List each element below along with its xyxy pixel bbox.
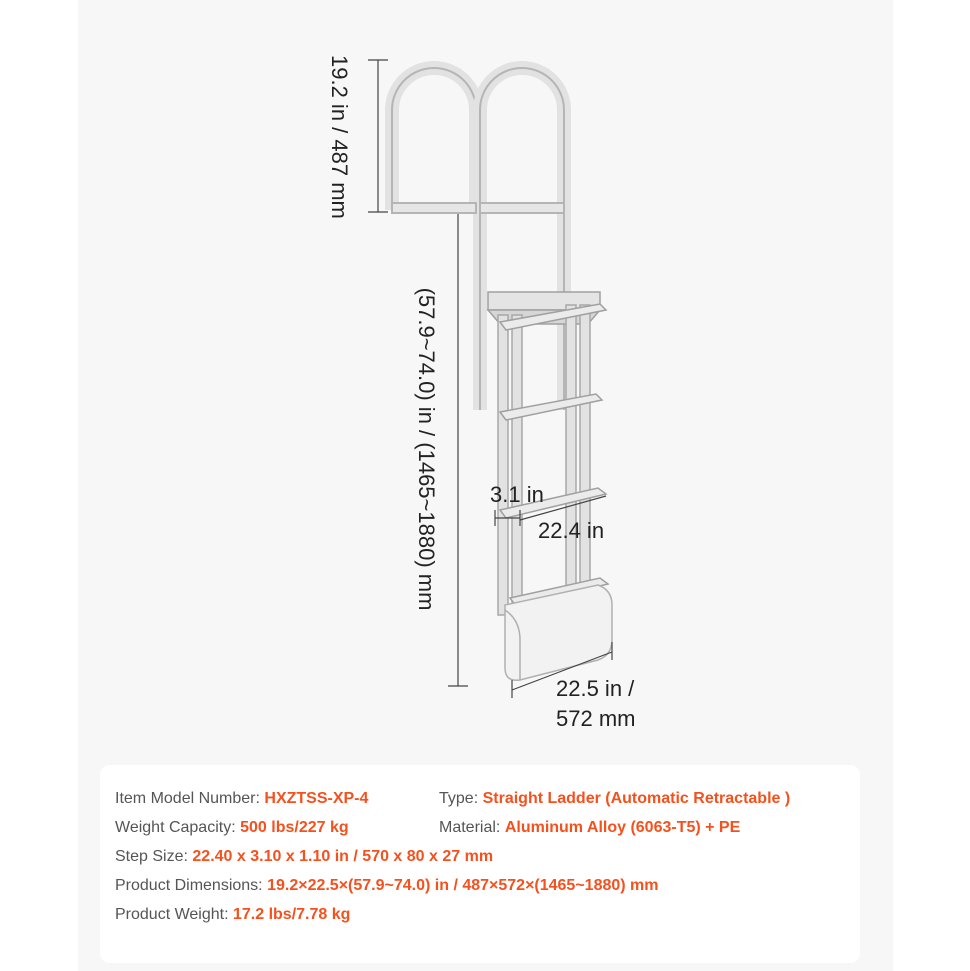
top-height-label: 19.2 in / 487 mm xyxy=(327,55,352,219)
spec-dimensions xyxy=(115,877,659,895)
spec-step-size-value: 22.40 x 3.10 x 1.10 in / 570 x 80 x 27 mm xyxy=(192,848,494,865)
spec-material-label: Material: xyxy=(439,819,501,836)
spec-model xyxy=(115,790,368,808)
spec-material xyxy=(439,819,740,837)
spec-type xyxy=(439,790,790,808)
spec-capacity xyxy=(115,819,349,837)
total-height-dimension-line xyxy=(448,212,468,686)
spec-dimensions-value: 19.2×22.5×(57.9~74.0) in / 487×572×(1465~1880) mm xyxy=(267,877,659,894)
step-width-label: 22.4 in xyxy=(538,518,605,543)
spec-step-size-label: Step Size: xyxy=(115,848,188,865)
spec-capacity-value: 500 lbs/227 kg xyxy=(240,819,349,836)
spec-material-value: Aluminum Alloy (6063-T5) + PE xyxy=(504,819,741,836)
spec-step-size xyxy=(115,848,493,866)
spec-capacity-label: Weight Capacity: xyxy=(115,819,236,836)
base-width-label-line2: 572 mm xyxy=(556,706,636,731)
spec-card xyxy=(100,765,860,963)
base-width-label-line1: 22.5 in / xyxy=(556,676,635,701)
total-height-label: (57.9~74.0) in / (1465~1880) mm xyxy=(414,287,439,611)
spec-weight-value: 17.2 lbs/7.78 kg xyxy=(233,906,351,923)
step-depth-label: 3.1 in xyxy=(490,482,544,507)
spec-type-value: Straight Ladder (Automatic Retractable ) xyxy=(482,790,791,807)
spec-model-label: Item Model Number: xyxy=(115,790,260,807)
spec-weight xyxy=(115,906,350,924)
spec-dimensions-label: Product Dimensions: xyxy=(115,877,263,894)
spec-weight-label: Product Weight: xyxy=(115,906,229,923)
spec-type-label: Type: xyxy=(439,790,479,807)
ladder-rails xyxy=(498,305,590,615)
spec-model-value: HXZTSS-XP-4 xyxy=(264,790,369,807)
